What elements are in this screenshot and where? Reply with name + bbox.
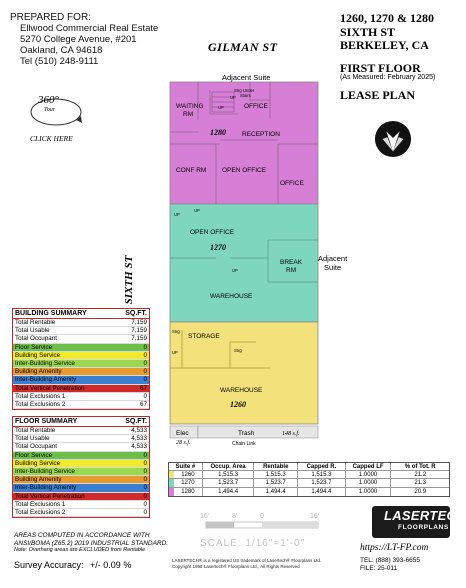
trash-enclosure — [198, 426, 318, 438]
summary-row — [13, 493, 149, 501]
room-stair-strg-2: Stairs — [240, 93, 251, 98]
summary-row-label: Building Amenity — [15, 368, 62, 376]
summary-row-label: Building Amenity — [15, 476, 62, 484]
website-link[interactable]: https://LT-FP.com — [360, 543, 429, 553]
building-summary-title: BUILDING SUMMARY — [15, 310, 87, 317]
elec-label: Elec — [176, 430, 189, 437]
room-conf: CONF RM — [176, 167, 207, 174]
summary-row — [13, 368, 149, 376]
trash-label: Trash — [238, 430, 255, 437]
suite-table-cell: 1280 — [169, 488, 203, 496]
contact-tel: TEL: (888) 393-6655 — [360, 557, 420, 564]
scale-tick-1: 8' — [232, 513, 238, 520]
summary-row-label: Total Rentable — [15, 427, 56, 434]
suite-table-row — [169, 488, 449, 496]
room-strg-b: Strg — [234, 348, 242, 353]
summary-row-value: 0 — [143, 500, 147, 508]
summary-row — [13, 443, 149, 451]
areas-note-line-3: Note: Overhang areas are EXCLUDED from Rentable — [14, 547, 146, 554]
survey-accuracy-label: Survey Accuracy: — [14, 560, 84, 570]
summary-row-value: 0 — [143, 451, 147, 459]
summary-row-value: 7,159 — [131, 319, 147, 326]
summary-row — [13, 319, 149, 327]
suite-table-cell: 1,515.3 — [254, 471, 298, 478]
up-label-stair: UP — [230, 95, 236, 100]
suite-table-cell: 1.0000 — [346, 488, 392, 496]
summary-row-value: 4,533 — [131, 435, 147, 443]
survey-accuracy — [14, 560, 131, 570]
copyright-line-1: LASERTECH® is a registered US trademark of Lasertech® Floorplans Ltd. — [172, 558, 322, 563]
suite-table-header-cell: Occup. Area — [203, 463, 255, 470]
summary-row-value: 0 — [143, 508, 147, 516]
scale-tick-3: 16' — [310, 513, 320, 520]
summary-row-label: Total Rentable — [15, 319, 56, 326]
building-summary-header — [13, 309, 149, 319]
summary-row — [13, 385, 149, 393]
summary-row — [13, 452, 149, 460]
summary-row-value: 4,533 — [131, 443, 147, 451]
summary-row-label: Total Occupant — [15, 443, 58, 451]
room-waiting: WAITING — [176, 103, 204, 110]
areas-note — [14, 532, 168, 555]
summary-row — [13, 393, 149, 401]
room-warehouse-1270: WAREHOUSE — [210, 293, 253, 300]
summary-row-label: Inter-Building Service — [15, 467, 75, 475]
summary-row-label: Total Exclusions 1 — [15, 392, 66, 400]
up-label-1270-c: UP — [232, 268, 238, 273]
address-line-2: SIXTH ST — [340, 24, 396, 39]
summary-row — [13, 327, 149, 335]
areas-note-line-2: ANSI/BOMA (Z65.2) 2019 INDUSTRIAL STANDARD. — [14, 539, 169, 547]
summary-row-value: 0 — [143, 459, 147, 467]
suite-table-row — [169, 479, 449, 487]
summary-row-label: Total Exclusions 1 — [15, 500, 66, 508]
scale-tick-0: 16' — [200, 513, 210, 520]
floor-summary-title: FLOOR SUMMARY — [15, 418, 78, 425]
summary-row-label: Building Service — [15, 351, 61, 359]
prepared-for-heading: PREPARED FOR: — [10, 12, 91, 23]
summary-row-label: Building Service — [15, 459, 61, 467]
summary-row-value: 4,533 — [131, 427, 147, 434]
summary-row-value: 0 — [143, 343, 147, 351]
suite-table-cell: 1,494.4 — [203, 488, 255, 496]
summary-row — [13, 484, 149, 492]
suite-table-cell: 1270 — [169, 479, 203, 486]
contact-file: FILE: 25-011 — [360, 565, 398, 572]
up-label-1260: UP — [172, 350, 178, 355]
summary-row-value: 0 — [143, 484, 147, 492]
summary-row — [13, 352, 149, 360]
room-reception: RECEPTION — [242, 131, 280, 138]
up-label-1270-b: UP — [194, 208, 200, 213]
suite-table-cell: 21.3 — [414, 480, 427, 487]
plan-type: LEASE PLAN — [340, 88, 416, 102]
suite-table-cell: 1,515.3 — [298, 471, 346, 478]
tour-label[interactable]: 360° — [38, 94, 59, 106]
copyright — [172, 558, 321, 569]
room-office-top: OFFICE — [244, 103, 268, 110]
room-office-right: OFFICE — [280, 180, 304, 187]
summary-row-label: Inter-Building Amenity — [15, 484, 77, 492]
summary-row-label: Total Exclusions 2 — [15, 400, 66, 408]
suite-table-header-cell: Capped LF — [346, 463, 392, 470]
copyright-line-2: Copyright 1998 Lasertech® Floorplans Ltd., All Rights Reserved — [172, 563, 300, 569]
summary-row-value: 0 — [143, 492, 147, 500]
prepared-for-address: 5270 College Avenue, #201 — [20, 34, 137, 45]
suite-table-cell: 1260 — [169, 471, 203, 478]
suite-number-1260: 1260 — [230, 400, 246, 409]
summary-row-value: 67 — [139, 400, 147, 408]
summary-row-value: 0 — [143, 392, 147, 400]
summary-row-label: Total Vertical Penetration — [15, 384, 85, 392]
summary-row-value: 0 — [143, 351, 147, 359]
summary-row — [13, 476, 149, 484]
tour-sublabel[interactable]: Tour — [44, 107, 56, 113]
summary-row — [13, 501, 149, 509]
suite-table-cell: 1,494.4 — [298, 488, 346, 496]
building-summary-rows — [13, 319, 149, 409]
address-line-3: BERKELEY, CA — [340, 38, 429, 52]
room-open-office-1270: OPEN OFFICE — [190, 229, 235, 236]
suite-table-cell: 1,494.4 — [254, 488, 298, 496]
suite-table-cell: 1.0000 — [346, 479, 392, 486]
summary-row-value: 0 — [143, 359, 147, 367]
suite-number-1270: 1270 — [210, 243, 226, 252]
summary-row — [13, 509, 149, 517]
trash-sf: 148 s.f. — [282, 431, 300, 437]
summary-row-value: 67 — [139, 384, 147, 392]
suite-table-header-cell: Suite # — [169, 463, 203, 470]
adjacent-suite-top: Adjacent Suite — [222, 73, 271, 82]
building-summary-table — [12, 308, 150, 410]
elec-sf: 28 s.f. — [176, 440, 191, 446]
summary-row-value: 7,159 — [131, 327, 147, 335]
suite-table-row — [169, 471, 449, 479]
summary-row-value: 0 — [143, 476, 147, 484]
up-label-1270-a: UP — [174, 212, 180, 217]
suite-table-cell: 20.9 — [414, 488, 427, 495]
summary-row-label: Total Exclusions 2 — [15, 508, 66, 516]
summary-row-value: 0 — [143, 368, 147, 376]
summary-row — [13, 460, 149, 468]
scale-text: SCALE: 1/16"=1'-0" — [200, 538, 306, 549]
chain-link-label: Chain Link — [232, 441, 256, 447]
up-label-stair-2: UP — [218, 105, 224, 110]
tour-link[interactable]: CLICK HERE — [30, 134, 73, 143]
floor-summary-header — [13, 417, 149, 427]
floor-summary-unit: SQ.FT. — [125, 418, 147, 425]
room-open-office-1280: OPEN OFFICE — [222, 167, 267, 174]
summary-row-label: Floor Service — [15, 451, 53, 459]
summary-row — [13, 401, 149, 409]
address-line-1: 1260, 1270 & 1280 — [340, 11, 434, 25]
summary-row — [13, 335, 149, 343]
summary-row-label: Inter-Building Service — [15, 359, 75, 367]
street-label-top: GILMAN ST — [208, 40, 278, 54]
summary-row — [13, 344, 149, 352]
suite-table-header-cell: Capped R. — [298, 463, 346, 470]
summary-row — [13, 360, 149, 368]
summary-row-value: 7,159 — [131, 335, 147, 343]
summary-row — [13, 427, 149, 435]
street-label-left: SIXTH ST — [123, 255, 135, 305]
suite-table-cell: 1,515.3 — [203, 471, 255, 478]
room-break: BREAK — [280, 259, 303, 266]
summary-row-value: 0 — [143, 467, 147, 475]
areas-note-line-1: AREAS COMPUTED IN ACCORDANCE WITH — [14, 532, 150, 539]
summary-row-label: Total Usable — [15, 327, 50, 335]
scale-tick-2: 0 — [260, 513, 264, 520]
room-break-rm: RM — [286, 267, 297, 274]
logo-line-2: FLOORPLANS — [398, 524, 449, 531]
prepared-for-block — [10, 12, 158, 67]
room-warehouse-1260: WAREHOUSE — [220, 387, 263, 394]
floor-plan — [160, 80, 320, 438]
floor-label: FIRST FLOOR — [340, 61, 421, 75]
suite-table-header-cell: Rentable — [254, 463, 298, 470]
summary-row-label: Inter-Building Amenity — [15, 376, 77, 384]
suite-table — [168, 462, 450, 497]
measured-date: (As Measured: February 2025) — [340, 74, 436, 81]
floor-summary-table — [12, 416, 150, 518]
summary-row-label: Floor Service — [15, 343, 53, 351]
summary-row — [13, 468, 149, 476]
room-strg-a: Strg — [172, 329, 180, 334]
logo-line-1: LASERTECH — [384, 508, 466, 523]
prepared-for-company: Ellwood Commercial Real Estate — [20, 23, 159, 34]
suite-table-cell: 1,523.7 — [298, 479, 346, 486]
suite-table-cell: 1,523.7 — [254, 479, 298, 486]
adjacent-suite-right: Adjacent Suite — [318, 254, 348, 272]
summary-row-value: 0 — [143, 376, 147, 384]
floor-summary-rows — [13, 427, 149, 517]
summary-row — [13, 435, 149, 443]
suite-table-cell: 1,523.7 — [203, 479, 255, 486]
suite-table-header — [169, 463, 449, 471]
property-title — [340, 12, 452, 53]
room-stair-strg-1: Strg Under — [234, 88, 255, 93]
summary-row-label: Total Vertical Penetration — [15, 492, 85, 500]
suite-table-cell: 21.2 — [414, 472, 427, 479]
summary-row-label: Total Occupant — [15, 335, 58, 343]
summary-row-label: Total Usable — [15, 435, 50, 443]
room-storage: STORAGE — [188, 333, 220, 340]
contact-info — [360, 557, 420, 573]
room-waiting-rm: RM — [183, 111, 194, 118]
suite-table-header-cell: % of Tot. R — [404, 464, 436, 470]
north-arrow-icon — [374, 120, 412, 158]
survey-accuracy-value: +/- 0.09 % — [90, 560, 132, 570]
prepared-for-city: Oakland, CA 94618 — [20, 45, 103, 56]
suite-number-1280: 1280 — [210, 128, 226, 137]
summary-row — [13, 376, 149, 384]
building-summary-unit: SQ.FT. — [125, 310, 147, 317]
suite-table-cell: 1.0000 — [346, 471, 392, 478]
prepared-for-tel: Tel (510) 248-9111 — [20, 56, 99, 67]
